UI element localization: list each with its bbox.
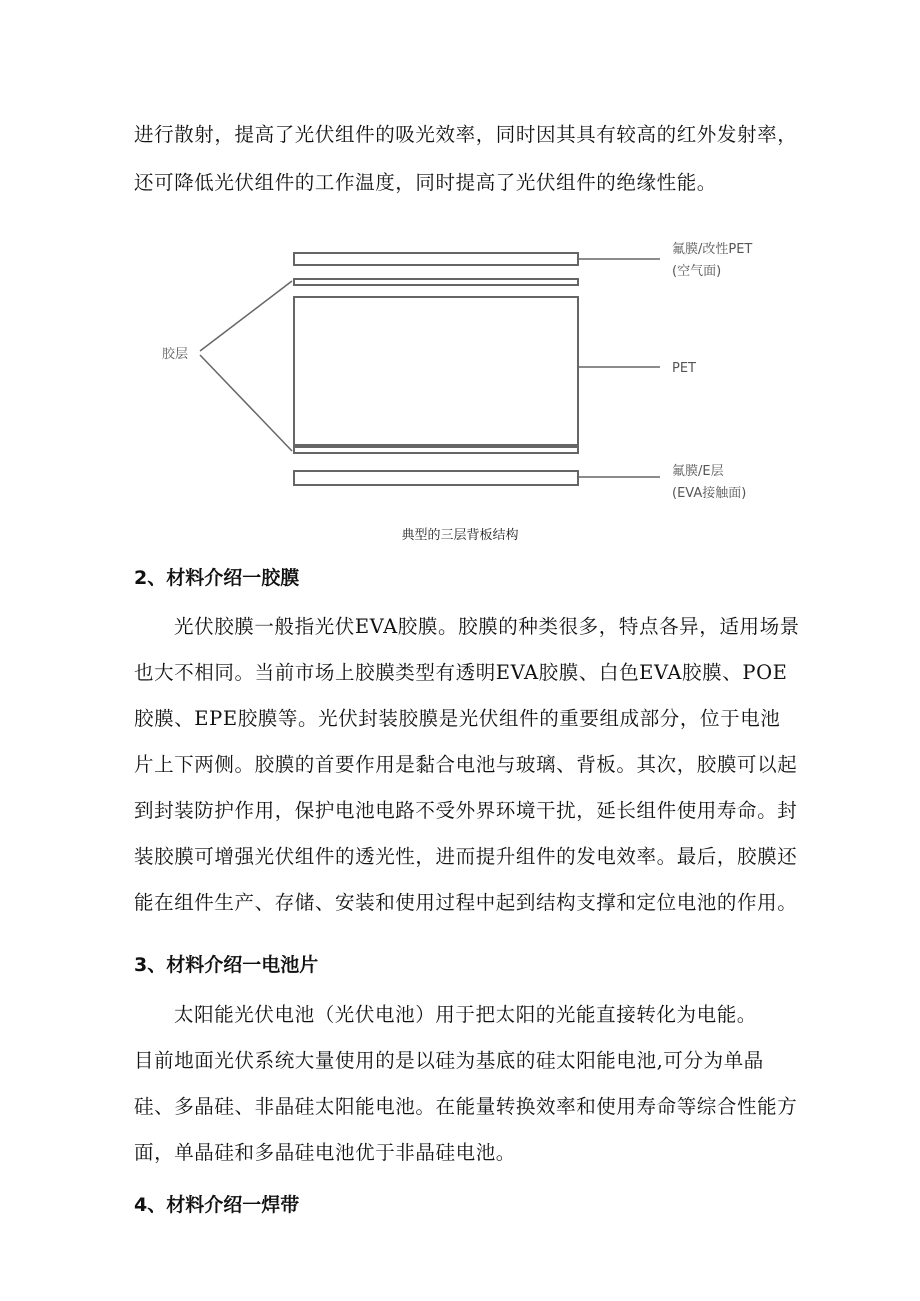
section-3-line-1: 太阳能光伏电池（光伏电池）用于把太阳的光能直接转化为电能。	[174, 1003, 757, 1026]
top-adhesive-layer	[294, 279, 578, 285]
section-2-heading: 2、材料介绍一胶膜	[134, 567, 300, 589]
section-3-body: 目前地面光伏系统大量使用的是以硅为基底的硅太阳能电池,可分为单晶硅、多晶硅、非晶硅太阳能电池。在能量转换效率和使用寿命等综合性能方面，单晶硅和多晶硅电池优于非晶硅电池。	[134, 1049, 798, 1164]
top-fluoro-layer	[294, 253, 578, 265]
label-pet: PET	[672, 361, 696, 376]
section-2-body: 光伏胶膜一般指光伏EVA胶膜。胶膜的种类很多，特点各异，适用场景也大不相同。当前市场上胶膜类型有透明EVA胶膜、白色EVA胶膜、POE胶膜、EPE胶膜等。光伏封装胶膜是光伏组件的重要组成部分，位于电池片上下两侧。胶膜的首要作用是黏合电池与玻璃、背板。其次，胶膜可以起到封装防护作用，保护电池电路不受外界环境干扰，延长组件使用寿命。封装胶膜可增强光伏组件的透光性，进而提升组件的发电效率。最后，胶膜还能在组件生产、存储、安装和使用过程中起到结构支撑和定位电池的作用。	[134, 615, 800, 914]
section-4-heading: 4、材料介绍一焊带	[134, 1194, 300, 1216]
adhesive-leader-top	[200, 281, 292, 351]
label-top-2: (空气面)	[672, 264, 722, 279]
bottom-fluoro-layer	[294, 471, 578, 485]
diagram-caption: 典型的三层背板结构	[401, 528, 519, 543]
label-bottom-1: 氟膜/E层	[672, 464, 724, 479]
bottom-adhesive-layer	[294, 447, 578, 453]
section-3-heading: 3、材料介绍一电池片	[134, 954, 319, 976]
intro-line-2: 还可降低光伏组件的工作温度，同时提高了光伏组件的绝缘性能。	[134, 171, 717, 194]
intro-line-1: 进行散射，提高了光伏组件的吸光效率，同时因其具有较高的红外发射率，	[134, 123, 798, 146]
adhesive-leader-bottom	[200, 355, 292, 451]
label-bottom-2: (EVA接触面)	[672, 486, 747, 501]
label-adhesive: 胶层	[162, 347, 189, 362]
label-top-1: 氟膜/改性PET	[672, 242, 753, 257]
pet-core-layer	[294, 297, 578, 445]
backsheet-diagram	[150, 225, 800, 525]
